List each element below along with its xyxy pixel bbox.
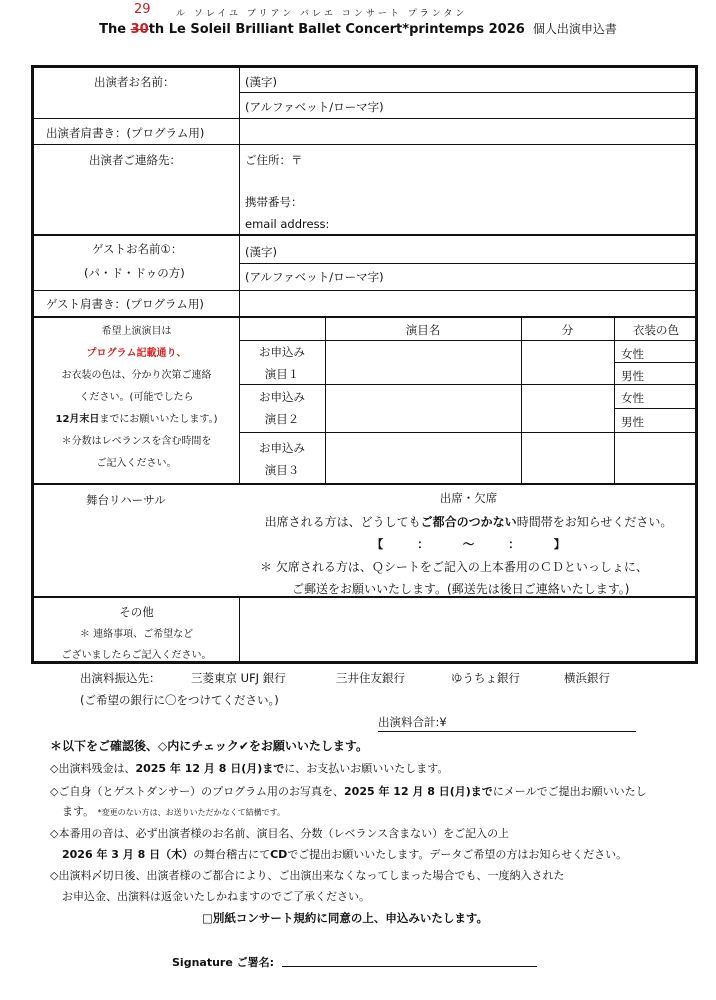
guest-name-kanji-field[interactable]: (漢字) xyxy=(245,245,277,259)
title-suffix: 個人出演申込書 xyxy=(532,22,617,36)
pieces-instruction-2: プログラム記載通り、 xyxy=(86,348,187,359)
mobile-field[interactable]: 携帯番号： xyxy=(245,195,303,209)
email-field[interactable]: email address: xyxy=(245,217,330,231)
title-ruby: ル ソレイユ ブリアン バレエ コンサート プランタン xyxy=(176,9,468,19)
pieces-instruction-3: お衣装の色は、分かり次第ご連絡 xyxy=(61,370,212,381)
guest-name-alphabet-field[interactable]: (アルファベット/ローマ字) xyxy=(245,270,384,284)
performer-name-alphabet-field[interactable]: (アルファベット/ローマ字) xyxy=(245,100,384,114)
row2-label-line1: お申込み xyxy=(259,390,305,404)
rehearsal-time-bracket[interactable]: 【 ： 〜 ： 】 xyxy=(371,537,566,551)
bank-note: (ご希望の銀行に〇をつけてください。) xyxy=(80,693,279,707)
rehearsal-line-1c: 時間帯をお知らせください。 xyxy=(516,515,673,529)
row2-female[interactable]: 女性 xyxy=(621,391,644,405)
notes-heading: ＊以下をご確認後、◇内にチェック✔をお願いいたします。 xyxy=(50,739,368,753)
row3-costume-field[interactable] xyxy=(615,433,697,482)
deadline-rest: までにお願いいたします。) xyxy=(99,414,218,425)
row3-label-line2: 演目３ xyxy=(264,463,300,477)
bank-option-yucho[interactable]: ゆうちょ銀行 xyxy=(451,671,520,685)
title-rest: th Le Soleil Brilliant Ballet Concert*printemps 2026 xyxy=(148,22,525,37)
struck-number: 30 xyxy=(130,22,149,37)
page-title xyxy=(0,20,716,37)
rehearsal-line-1a: 出席される方は、どうしても xyxy=(264,515,421,529)
note-1[interactable] xyxy=(50,760,448,776)
pieces-instruction-7: ご記入ください。 xyxy=(96,458,177,469)
note-4c: CD xyxy=(270,848,288,861)
contact-label: 出演者ご連絡先： xyxy=(89,153,181,167)
note-2b: 2025 年 12 月 8 日(月)まで xyxy=(344,785,493,798)
other-line-1: ＊ 連絡事項、ご希望など xyxy=(79,629,194,640)
row1-label-line1: お申込み xyxy=(259,345,305,359)
row3-minutes-field[interactable] xyxy=(522,433,613,482)
row1-label-line2: 演目１ xyxy=(264,367,300,381)
note-2a: ◇ご自身（とゲストダンサー）のプログラム用のお写真を、 xyxy=(50,785,345,798)
other-label: その他 xyxy=(119,605,154,619)
guest-program-title-label: ゲスト肩書き：(プログラム用) xyxy=(46,297,204,311)
fee-total-label: 出演料合計:¥ xyxy=(378,715,447,729)
bank-option-mufg[interactable]: 三菱東京 UFJ 銀行 xyxy=(191,671,286,685)
rehearsal-label: 舞台リハーサル xyxy=(86,493,166,507)
edition-number: 29 xyxy=(134,2,151,17)
row3-label-line1: お申込み xyxy=(259,441,305,455)
pieces-instruction-1: 希望上演演目は xyxy=(101,326,172,337)
note-3[interactable]: ◇本番用の音は、必ず出演者様のお名前、演目名、分数（レベランス含まない）をご記入の上 xyxy=(50,827,510,840)
fee-total-field[interactable] xyxy=(378,714,636,732)
row1-male[interactable]: 男性 xyxy=(621,369,644,383)
row3-piece-field[interactable] xyxy=(326,433,520,482)
note-2d: ます。 xyxy=(62,805,95,818)
col-header-costume: 衣装の色 xyxy=(633,323,679,337)
performer-program-title-label: 出演者肩書き：(プログラム用) xyxy=(46,126,205,140)
note-1c: に、お支払いお願いいたします。 xyxy=(284,762,449,775)
pieces-instruction-5 xyxy=(34,410,239,425)
performer-program-title-field[interactable] xyxy=(245,125,685,141)
note-4a: 2026 年 3 月 8 日（木） xyxy=(62,848,194,861)
guest-name-sub: (パ・ド・ドゥの方) xyxy=(84,266,185,280)
row2-piece-field[interactable] xyxy=(326,385,520,431)
payment-label: 出演料振込先： xyxy=(80,671,161,685)
application-form xyxy=(31,65,698,664)
agree-checkbox[interactable]: □別紙コンサート規約に同意の上、申込みいたします。 xyxy=(202,911,488,925)
pieces-instruction-4: ください。(可能でしたら xyxy=(79,392,194,403)
note-2[interactable] xyxy=(50,783,647,799)
note-4 xyxy=(62,846,627,862)
rehearsal-line-1b: ご都合のつかない xyxy=(420,515,517,529)
note-6: お申込金、出演料は返金いたしかねますのでご了承ください。 xyxy=(62,890,370,903)
row2-minutes-field[interactable] xyxy=(522,385,613,431)
row1-minutes-field[interactable] xyxy=(522,341,613,383)
row2-male[interactable]: 男性 xyxy=(621,415,644,429)
rehearsal-line-3: ＊ 欠席される方は、Ｑシートをご記入の上本番用のＣＤといっしょに、 xyxy=(260,560,648,574)
note-1b: 2025 年 12 月 8 日(月)まで xyxy=(135,762,285,775)
row1-piece-field[interactable] xyxy=(326,341,520,383)
note-4d: でご提出お願いいたします。データご希望の方はお知らせください。 xyxy=(287,848,628,861)
bank-option-yokohama[interactable]: 横浜銀行 xyxy=(564,671,610,685)
performer-name-kanji-field[interactable]: (漢字) xyxy=(245,75,277,89)
row2-label-line2: 演目２ xyxy=(264,412,300,426)
pieces-instruction-6: ＊分数はレベランスを含む時間を xyxy=(61,436,212,447)
guest-program-title-field[interactable] xyxy=(245,296,685,312)
deadline-bold: 12月末日 xyxy=(55,414,100,425)
guest-name-label: ゲストお名前①： xyxy=(92,242,183,256)
row1-female[interactable]: 女性 xyxy=(621,347,644,361)
signature-label: Signature ご署名: xyxy=(172,956,275,969)
note-2-cont xyxy=(62,803,285,819)
rehearsal-attendance[interactable]: 出席・欠席 xyxy=(439,491,498,505)
other-line-2: ございましたらご記入ください。 xyxy=(61,650,212,661)
note-4b: の舞台稽古にて xyxy=(193,848,271,861)
note-2c: にメールでご提出お願いいたし xyxy=(492,785,647,798)
rehearsal-line-1 xyxy=(239,513,698,530)
col-header-piece-title: 演目名 xyxy=(405,323,441,337)
note-2-small: *変更のない方は、お送りいただかなくて結構です。 xyxy=(97,808,285,817)
col-header-minutes: 分 xyxy=(561,323,574,337)
title-prefix: The xyxy=(99,22,131,37)
rehearsal-line-4: ご郵送をお願いいたします。(郵送先は後日ご連絡いたします。) xyxy=(292,582,630,596)
note-5[interactable]: ◇出演料〆切日後、出演者様のご都合により、ご出演出来なくなってしまった場合でも、一度納入された xyxy=(50,869,565,882)
performer-name-label: 出演者お名前： xyxy=(94,75,175,89)
signature-field[interactable] xyxy=(282,952,537,967)
note-1a: ◇出演料残金は、 xyxy=(50,762,136,775)
other-field[interactable] xyxy=(245,602,690,658)
address-field[interactable]: ご住所：〒 xyxy=(245,153,303,167)
bank-option-smbc[interactable]: 三井住友銀行 xyxy=(336,671,405,685)
